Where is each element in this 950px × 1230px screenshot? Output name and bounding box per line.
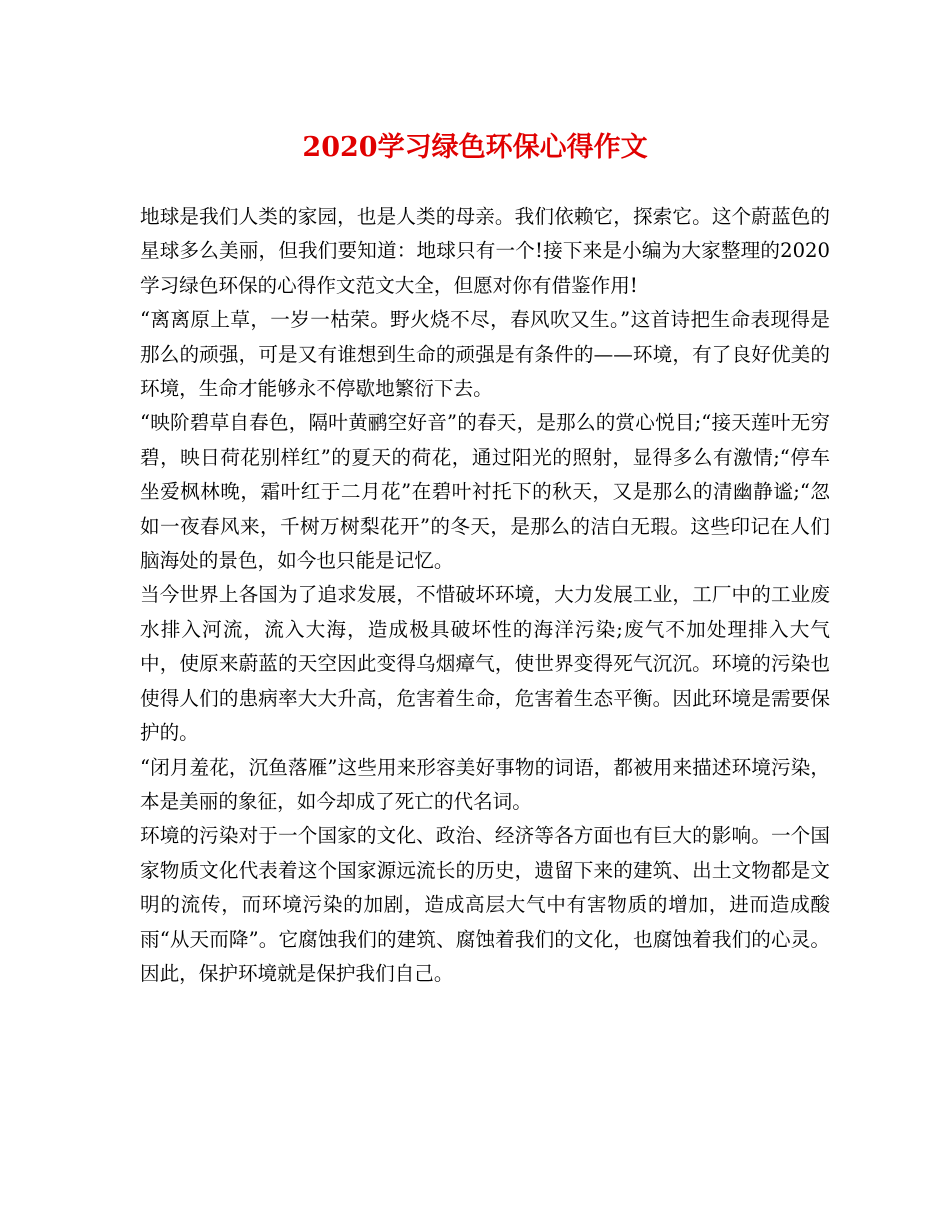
paragraph-industrial-pollution: 当今世界上各国为了追求发展，不惜破坏环境，大力发展工业，工厂中的工业废水排入河流，流入大海，造成极具破坏性的海洋污染;废气不加处理排入大气中，使原来蔚蓝的天空因此变得乌烟瘴气，使世界变得死气沉沉。环境的污染也使得人们的患病率大大升高，危害着生命，危害着生态平衡。因此环境是需要保护的。	[140, 583, 830, 745]
document-body	[140, 200, 830, 991]
paragraph-culture-impact: 环境的污染对于一个国家的文化、政治、经济等各方面也有巨大的影响。一个国家物质文化代表着这个国家源远流长的历史，遗留下来的建筑、出土文物都是文明的流传，而环境污染的加剧，造成高层大气中有害物质的增加，进而造成酸雨“从天而降”。它腐蚀我们的建筑、腐蚀着我们的文化，也腐蚀着我们的心灵。因此，保护环境就是保护我们自己。	[140, 824, 830, 985]
paragraph-four-seasons: “映阶碧草自春色，隔叶黄鹂空好音”的春天，是那么的赏心悦目;“接天莲叶无穷碧，映日荷花别样红”的夏天的荷花，通过阳光的照射，显得多么有激情;“停车坐爱枫林晚，霜叶红于二月花”在碧叶衬托下的秋天，又是那么的清幽静谧;“忽如一夜春风来，千树万树梨花开”的冬天，是那么的洁白无瑕。这些印记在人们脑海处的景色，如今也只能是记忆。	[140, 411, 830, 573]
paragraph-beauty-idiom: “闭月羞花，沉鱼落雁”这些用来形容美好事物的词语，都被用来描述环境污染，本是美丽的象征，如今却成了死亡的代名词。	[140, 755, 830, 813]
document-title: 2020学习绿色环保心得作文	[302, 132, 648, 163]
paragraph-intro: 地球是我们人类的家园，也是人类的母亲。我们依赖它，探索它。这个蔚蓝色的星球多么美丽，但我们要知道：地球只有一个!接下来是小编为大家整理的2020学习绿色环保的心得作文范文大全，但愿对你有借鉴作用!	[140, 205, 830, 297]
paragraph-poem-grass: “离离原上草，一岁一枯荣。野火烧不尽，春风吹又生。”这首诗把生命表现得是那么的顽强，可是又有谁想到生命的顽强是有条件的——环境，有了良好优美的环境，生命才能够永不停歇地繁衍下去。	[140, 308, 830, 401]
